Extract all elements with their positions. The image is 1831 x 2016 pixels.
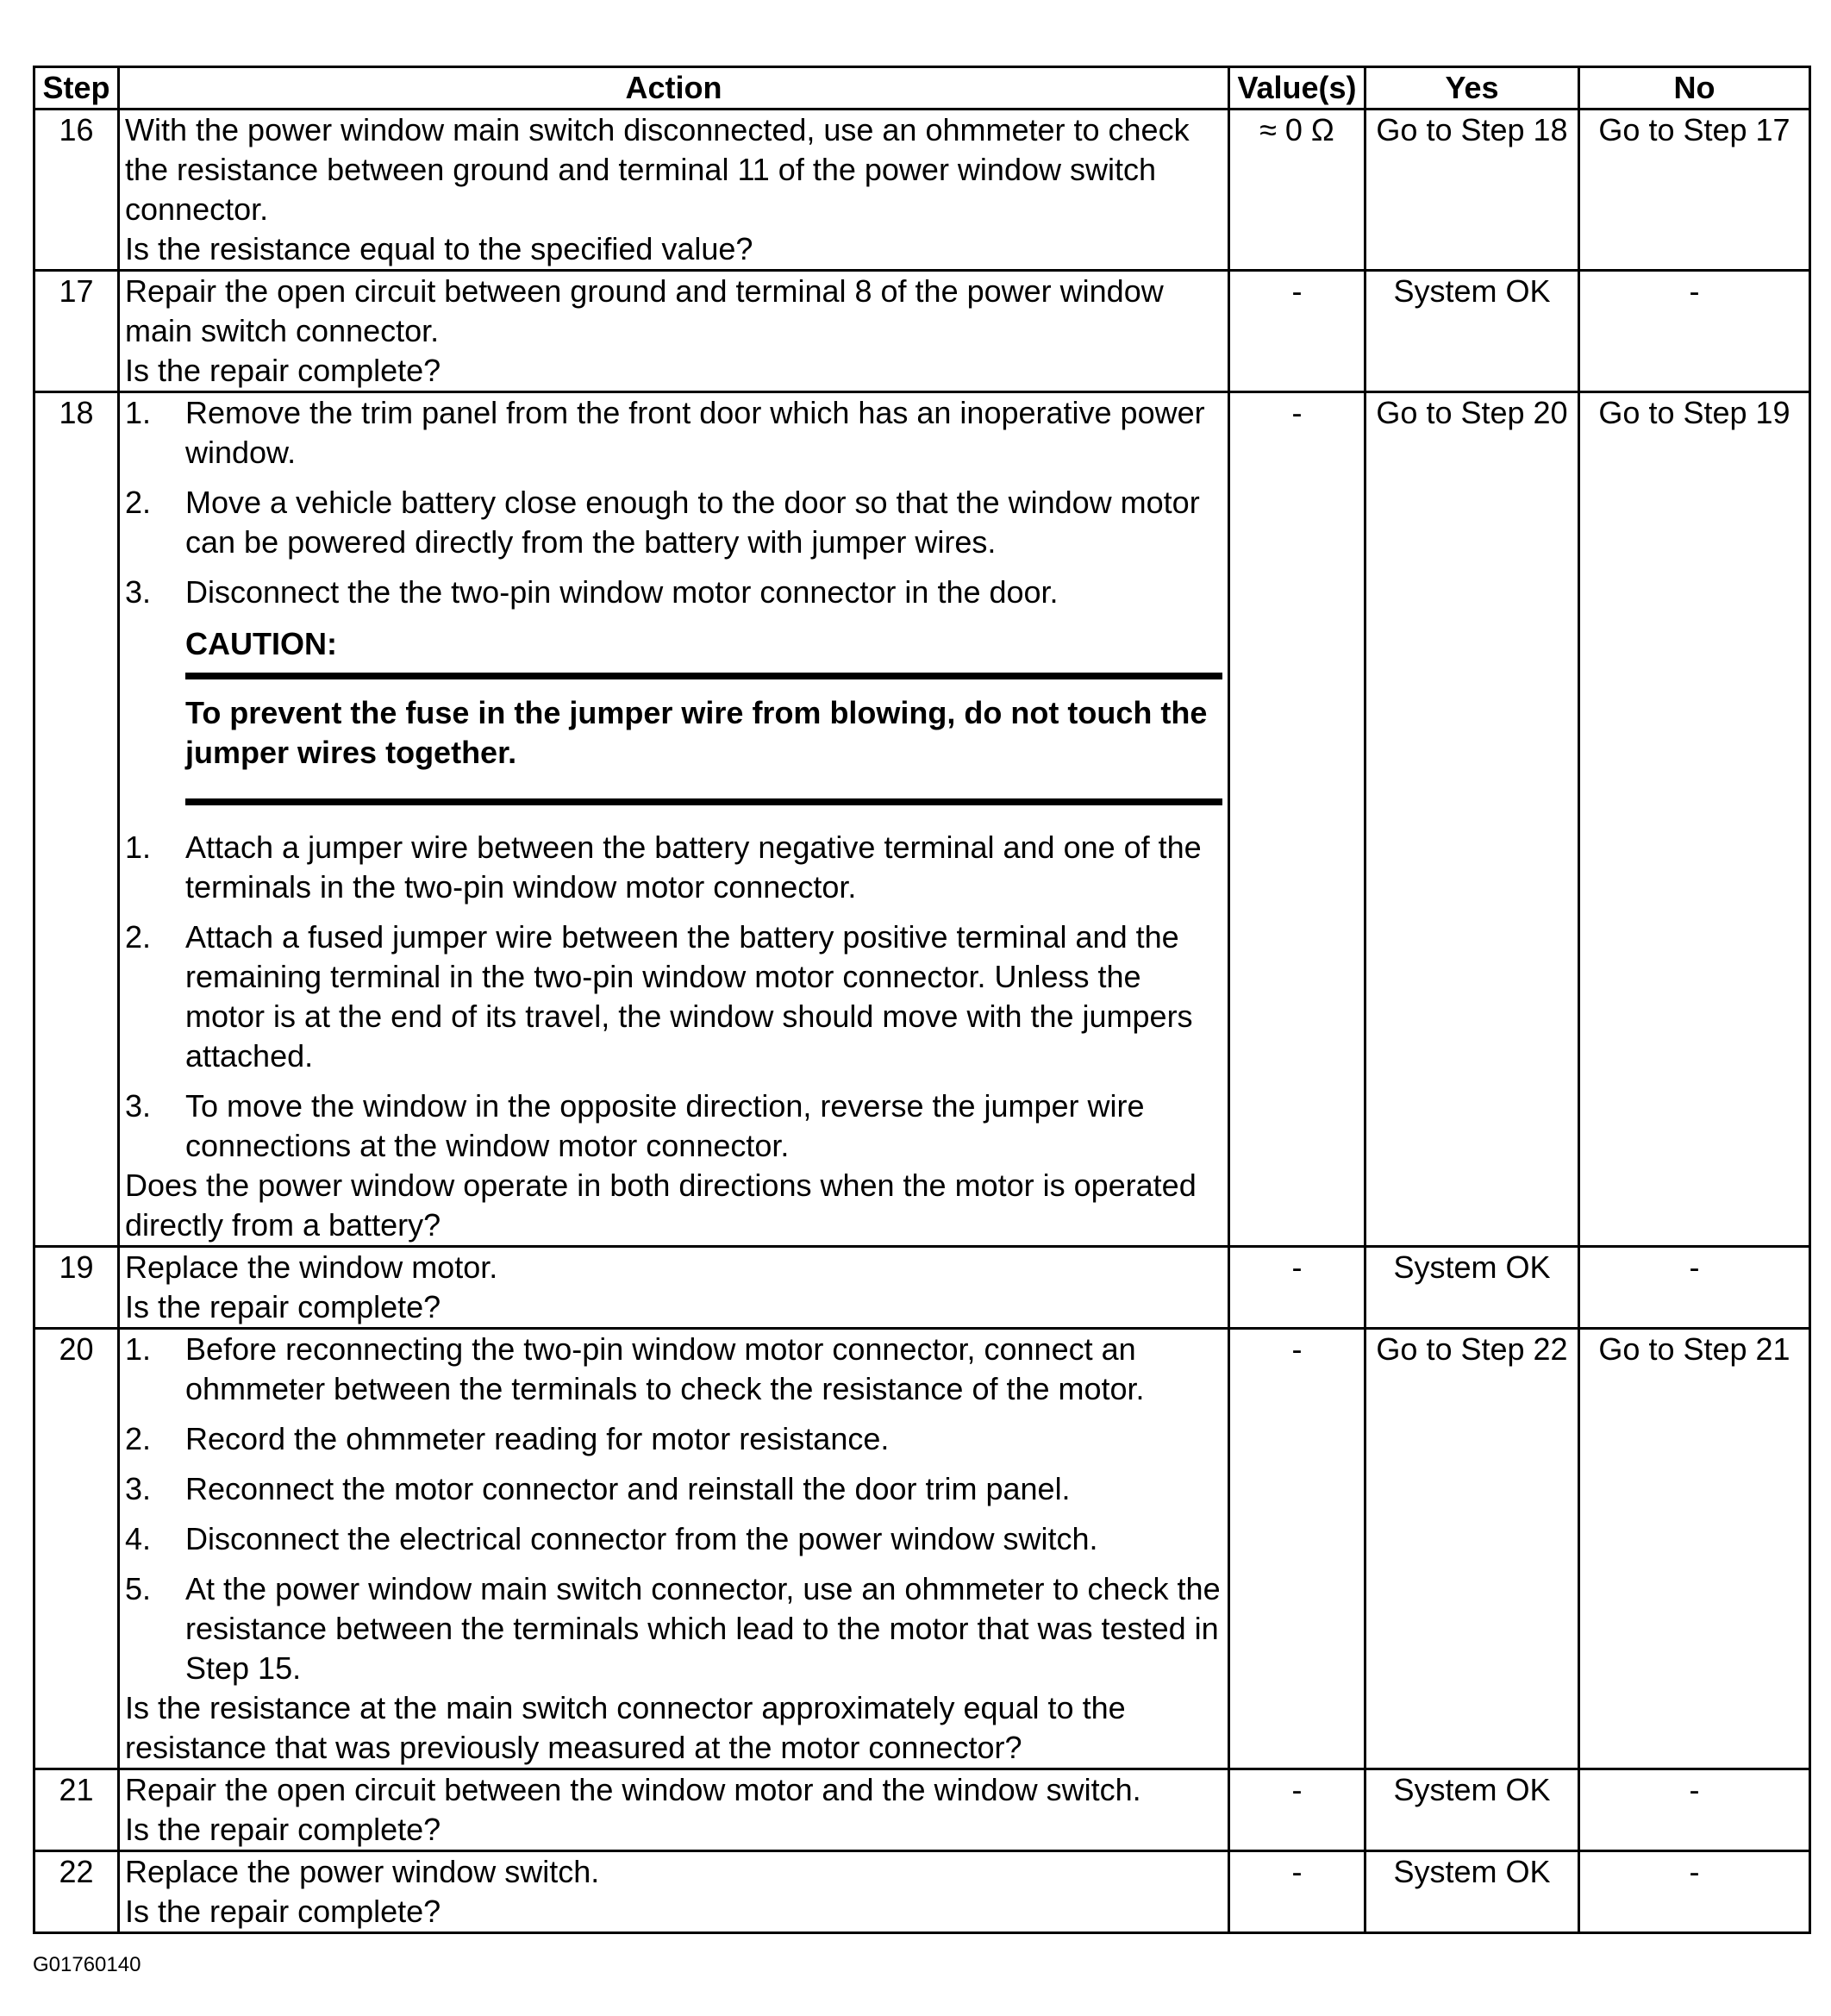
list-text: To move the window in the opposite direction, reverse the jumper wire connections at the window motor connector. bbox=[185, 1088, 1145, 1163]
action-question: Is the resistance equal to the specified value? bbox=[125, 231, 753, 266]
action-text: Repair the open circuit between the window motor and the window switch. bbox=[125, 1772, 1141, 1807]
list-number: 2. bbox=[125, 1421, 152, 1456]
value-cell: - bbox=[1229, 392, 1365, 1247]
list-text: Remove the trim panel from the front door which has an inoperative power window. bbox=[185, 395, 1205, 470]
value-cell: - bbox=[1229, 1247, 1365, 1329]
table-row bbox=[34, 1851, 1810, 1933]
procedure-list bbox=[125, 393, 1222, 612]
header-yes: Yes bbox=[1365, 67, 1579, 110]
list-number: 1. bbox=[125, 1331, 152, 1367]
step-number: 17 bbox=[34, 271, 119, 392]
action-question: Does the power window operate in both directions when the motor is operated directly from a battery? bbox=[125, 1168, 1197, 1243]
list-number: 5. bbox=[125, 1571, 152, 1606]
no-cell: - bbox=[1579, 1769, 1810, 1851]
list-item bbox=[125, 828, 1222, 907]
table-row bbox=[34, 271, 1810, 392]
list-number: 3. bbox=[125, 1471, 152, 1506]
action-cell bbox=[119, 271, 1229, 392]
list-item bbox=[125, 1469, 1222, 1509]
yes-cell: System OK bbox=[1365, 271, 1579, 392]
action-cell bbox=[119, 1769, 1229, 1851]
yes-cell: System OK bbox=[1365, 1769, 1579, 1851]
header-action: Action bbox=[119, 67, 1229, 110]
list-item bbox=[125, 573, 1222, 612]
yes-cell: System OK bbox=[1365, 1247, 1579, 1329]
action-question: Is the repair complete? bbox=[125, 1894, 441, 1929]
list-text: Record the ohmmeter reading for motor resistance. bbox=[185, 1421, 890, 1456]
list-item bbox=[125, 1569, 1222, 1688]
procedure-list bbox=[125, 1330, 1222, 1688]
caution-text: To prevent the fuse in the jumper wire from blowing, do not touch the jumper wires together. bbox=[185, 686, 1222, 805]
value-cell: - bbox=[1229, 271, 1365, 392]
value-cell: - bbox=[1229, 1329, 1365, 1769]
yes-cell: Go to Step 20 bbox=[1365, 392, 1579, 1247]
no-cell: - bbox=[1579, 1247, 1810, 1329]
header-values: Value(s) bbox=[1229, 67, 1365, 110]
list-number: 4. bbox=[125, 1521, 152, 1556]
list-number: 2. bbox=[125, 485, 152, 520]
diagnostic-document bbox=[33, 66, 1809, 1934]
list-number: 3. bbox=[125, 574, 152, 610]
action-question: Is the repair complete? bbox=[125, 1812, 441, 1847]
list-text: Move a vehicle battery close enough to the door so that the window motor can be powered directly from the battery with jumper wires. bbox=[185, 485, 1200, 560]
action-question: Is the repair complete? bbox=[125, 1289, 441, 1324]
action-text: Repair the open circuit between ground and terminal 8 of the power window main switch connector. bbox=[125, 273, 1164, 348]
action-cell bbox=[119, 110, 1229, 271]
procedure-list bbox=[125, 828, 1222, 1166]
list-text: At the power window main switch connector, use an ohmmeter to check the resistance between the terminals which lead to the motor that was tested in Step 15. bbox=[185, 1571, 1221, 1686]
step-number: 16 bbox=[34, 110, 119, 271]
yes-cell: Go to Step 18 bbox=[1365, 110, 1579, 271]
no-cell: - bbox=[1579, 1851, 1810, 1933]
step-number: 19 bbox=[34, 1247, 119, 1329]
list-number: 3. bbox=[125, 1088, 152, 1124]
table-row bbox=[34, 1769, 1810, 1851]
list-number: 1. bbox=[125, 395, 152, 430]
list-text: Attach a fused jumper wire between the battery positive terminal and the remaining terminal in the two-pin window motor connector. Unless the motor is at the end of its travel, the window should move with the jumpers attached. bbox=[185, 919, 1193, 1074]
diagnostic-table bbox=[33, 66, 1811, 1934]
list-text: Before reconnecting the two-pin window motor connector, connect an ohmmeter between the terminals to check the resistance of the motor. bbox=[185, 1331, 1145, 1406]
yes-cell: System OK bbox=[1365, 1851, 1579, 1933]
list-text: Disconnect the electrical connector from the power window switch. bbox=[185, 1521, 1098, 1556]
action-cell bbox=[119, 1851, 1229, 1933]
list-number: 2. bbox=[125, 919, 152, 955]
value-cell: - bbox=[1229, 1769, 1365, 1851]
action-text: Replace the power window switch. bbox=[125, 1854, 600, 1889]
action-text: With the power window main switch disconnected, use an ohmmeter to check the resistance between ground and terminal 11 of the power window switch connector. bbox=[125, 112, 1190, 227]
list-text: Disconnect the the two-pin window motor connector in the door. bbox=[185, 574, 1059, 610]
header-step: Step bbox=[34, 67, 119, 110]
no-cell: - bbox=[1579, 271, 1810, 392]
no-cell: Go to Step 19 bbox=[1579, 392, 1810, 1247]
list-item bbox=[125, 1519, 1222, 1559]
step-number: 18 bbox=[34, 392, 119, 1247]
table-row bbox=[34, 1329, 1810, 1769]
list-text: Reconnect the motor connector and reinstall the door trim panel. bbox=[185, 1471, 1071, 1506]
value-cell: ≈ 0 Ω bbox=[1229, 110, 1365, 271]
no-cell: Go to Step 17 bbox=[1579, 110, 1810, 271]
action-question: Is the repair complete? bbox=[125, 353, 441, 388]
action-cell bbox=[119, 1329, 1229, 1769]
action-cell bbox=[119, 392, 1229, 1247]
table-row bbox=[34, 110, 1810, 271]
list-item bbox=[125, 1419, 1222, 1459]
step-number: 20 bbox=[34, 1329, 119, 1769]
header-no: No bbox=[1579, 67, 1810, 110]
table-row bbox=[34, 1247, 1810, 1329]
action-question: Is the resistance at the main switch connector approximately equal to the resistance that was previously measured at the motor connector? bbox=[125, 1690, 1126, 1765]
caution-heading: CAUTION: bbox=[185, 624, 1222, 679]
no-cell: Go to Step 21 bbox=[1579, 1329, 1810, 1769]
list-text: Attach a jumper wire between the battery negative terminal and one of the terminals in the two-pin window motor connector. bbox=[185, 830, 1202, 905]
table-header-row bbox=[34, 67, 1810, 110]
step-number: 22 bbox=[34, 1851, 119, 1933]
action-text: Replace the window motor. bbox=[125, 1249, 498, 1285]
list-item bbox=[125, 483, 1222, 562]
list-number: 1. bbox=[125, 830, 152, 865]
list-item bbox=[125, 1330, 1222, 1409]
list-item bbox=[125, 393, 1222, 473]
list-item bbox=[125, 917, 1222, 1076]
table-row bbox=[34, 392, 1810, 1247]
figure-id: G01760140 bbox=[33, 1953, 141, 1976]
action-cell bbox=[119, 1247, 1229, 1329]
step-number: 21 bbox=[34, 1769, 119, 1851]
value-cell: - bbox=[1229, 1851, 1365, 1933]
yes-cell: Go to Step 22 bbox=[1365, 1329, 1579, 1769]
list-item bbox=[125, 1086, 1222, 1166]
